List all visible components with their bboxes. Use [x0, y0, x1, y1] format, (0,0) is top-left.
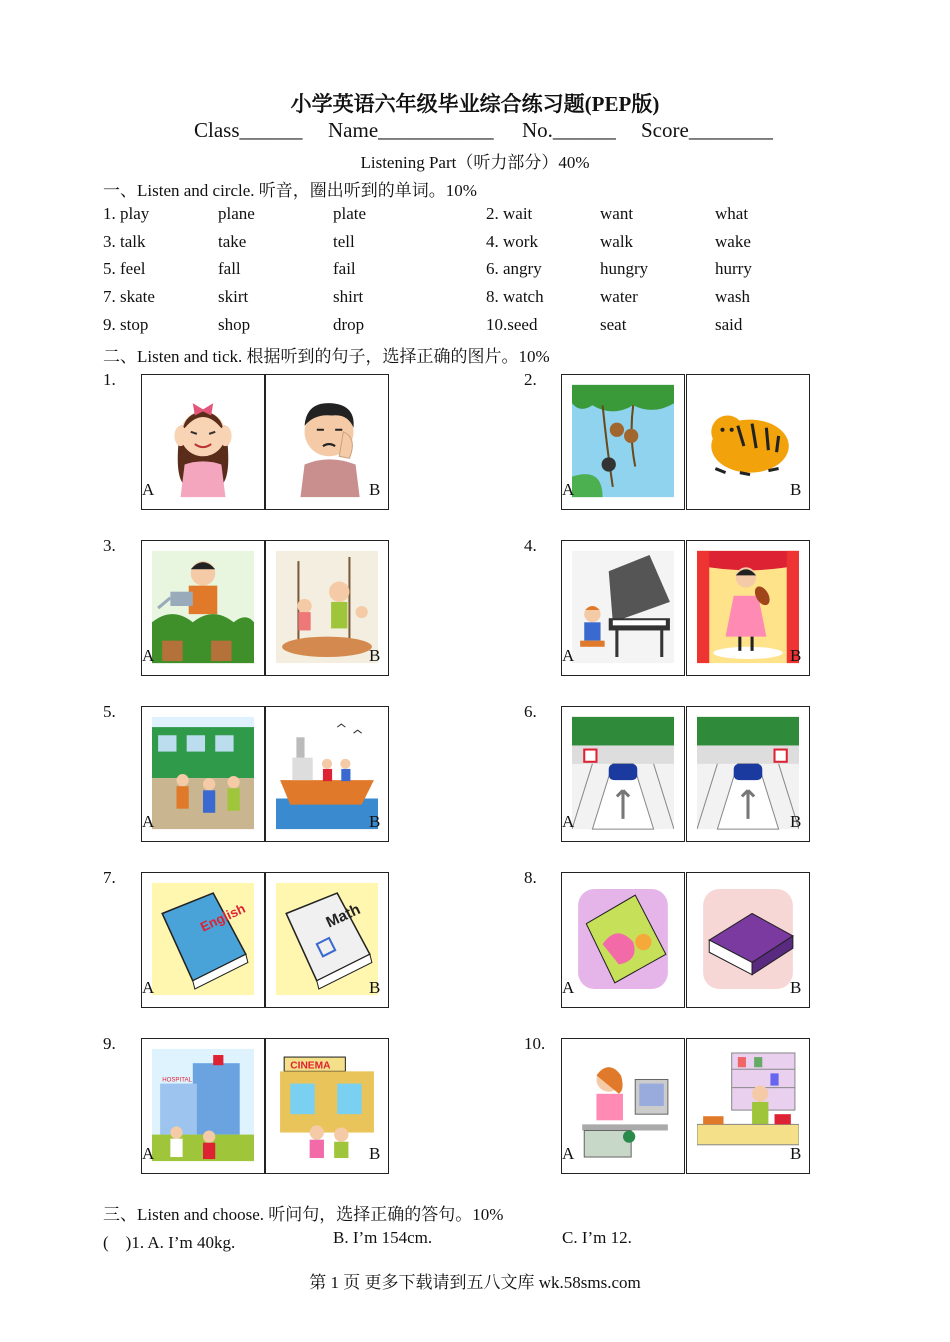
- question-number: 8.: [524, 868, 537, 887]
- option-b-label: B: [790, 1144, 802, 1163]
- word-option: tell: [333, 232, 355, 251]
- word-option: fail: [333, 259, 356, 278]
- picture: [152, 879, 254, 999]
- option-a-label: A: [142, 978, 155, 997]
- word-option: drop: [333, 315, 365, 334]
- question-number: 10.: [524, 1034, 546, 1053]
- option-a-image[interactable]: [561, 540, 685, 676]
- word-option: hungry: [600, 259, 649, 278]
- word-option: 2. wait: [486, 204, 533, 223]
- option-a-image[interactable]: [141, 706, 265, 842]
- option-a-image[interactable]: [141, 872, 265, 1008]
- picture: [697, 713, 802, 833]
- class-field: Class______: [194, 118, 303, 142]
- picture: [572, 879, 674, 999]
- picture: [572, 1045, 674, 1165]
- part1-heading: 一、Listen and circle. 听音，圈出听到的单词。10%: [103, 181, 477, 200]
- option-a-label: A: [562, 646, 575, 665]
- picture: [152, 713, 254, 833]
- option-a-label: A: [562, 480, 575, 499]
- picture: [572, 547, 674, 667]
- word-option: said: [715, 315, 743, 334]
- option-b-label: B: [369, 480, 381, 499]
- word-option: water: [600, 287, 638, 306]
- option-a-label: A: [142, 646, 155, 665]
- option-a-image[interactable]: [561, 374, 685, 510]
- score-field: Score________: [641, 118, 773, 142]
- question-number: 4.: [524, 536, 537, 555]
- option-b-label: B: [790, 812, 802, 831]
- part2-heading: 二、Listen and tick. 根据听到的句子，选择正确的图片。10%: [103, 347, 550, 366]
- word-option: shirt: [333, 287, 364, 306]
- picture: [697, 879, 802, 999]
- no-field: No.______: [522, 118, 616, 142]
- picture: [152, 381, 254, 501]
- option-b-label: B: [369, 978, 381, 997]
- word-option: wake: [715, 232, 751, 251]
- option-a-image[interactable]: [141, 540, 265, 676]
- picture: [276, 381, 381, 501]
- math-book-text: Math: [323, 900, 364, 932]
- question-number: 1.: [103, 370, 116, 389]
- word-option: 9. stop: [103, 315, 149, 334]
- word-option: take: [218, 232, 247, 251]
- picture: [572, 381, 674, 501]
- footer: 第 1 页 更多下载请到五八文库 wk.58sms.com: [309, 1273, 641, 1292]
- option-b-label: B: [790, 978, 802, 997]
- picture: [152, 547, 254, 667]
- word-option: what: [715, 204, 749, 223]
- question-number: 5.: [103, 702, 116, 721]
- part3-q1-option-b: B. I’m 154cm.: [333, 1228, 433, 1247]
- option-a-image[interactable]: [561, 706, 685, 842]
- word-option: 3. talk: [103, 232, 146, 251]
- part3-q1: ( )1. A. I’m 40kg.: [103, 1233, 236, 1252]
- part3-q1-option-c: C. I’m 12.: [562, 1228, 632, 1247]
- word-option: skirt: [218, 287, 249, 306]
- option-a-label: A: [562, 1144, 575, 1163]
- option-b-label: B: [790, 480, 802, 499]
- picture: [572, 713, 674, 833]
- question-number: 2.: [524, 370, 537, 389]
- word-option: plane: [218, 204, 255, 223]
- option-a-label: A: [142, 480, 155, 499]
- option-b-label: B: [369, 1144, 381, 1163]
- option-b-label: B: [369, 812, 381, 831]
- word-option: 8. watch: [486, 287, 544, 306]
- option-a-label: A: [562, 978, 575, 997]
- option-a-label: A: [142, 812, 155, 831]
- word-option: wash: [715, 287, 750, 306]
- word-option: 1. play: [103, 204, 150, 223]
- option-a-label: A: [142, 1144, 155, 1163]
- picture: [276, 713, 381, 833]
- picture: [152, 1045, 254, 1165]
- option-a-image[interactable]: [561, 1038, 685, 1174]
- word-option: 5. feel: [103, 259, 146, 278]
- word-option: shop: [218, 315, 251, 334]
- option-a-image[interactable]: [141, 374, 265, 510]
- option-a-label: A: [562, 812, 575, 831]
- word-option: 10.seed: [486, 315, 538, 334]
- question-number: 3.: [103, 536, 116, 555]
- english-book-text: English: [197, 900, 248, 935]
- option-a-image[interactable]: [561, 872, 685, 1008]
- word-option: 6. angry: [486, 259, 542, 278]
- picture: [697, 1045, 802, 1165]
- word-option: 7. skate: [103, 287, 155, 306]
- picture: [276, 547, 381, 667]
- option-a-image[interactable]: [141, 1038, 265, 1174]
- picture: [697, 547, 802, 667]
- cinema-sign-text: CINEMA: [290, 1060, 331, 1072]
- name-field: Name___________: [328, 118, 494, 142]
- page-title: 小学英语六年级毕业综合练习题(PEP版): [290, 92, 660, 116]
- question-number: 9.: [103, 1034, 116, 1053]
- question-number: 7.: [103, 868, 116, 887]
- listening-part-label: Listening Part（听力部分）40%: [360, 153, 590, 172]
- word-option: seat: [600, 315, 627, 334]
- word-option: fall: [218, 259, 241, 278]
- word-option: walk: [600, 232, 634, 251]
- option-b-label: B: [790, 646, 802, 665]
- option-b-label: B: [369, 646, 381, 665]
- word-option: want: [600, 204, 634, 223]
- question-number: 6.: [524, 702, 537, 721]
- hospital-sign-text: HOSPITAL: [162, 1076, 192, 1084]
- picture: [697, 381, 802, 501]
- picture: [276, 879, 381, 999]
- word-option: 4. work: [486, 232, 538, 251]
- part3-heading: 三、Listen and choose. 听问句，选择正确的答句。10%: [103, 1205, 504, 1224]
- word-option: hurry: [715, 259, 752, 278]
- picture: [276, 1045, 381, 1165]
- word-option: plate: [333, 204, 367, 223]
